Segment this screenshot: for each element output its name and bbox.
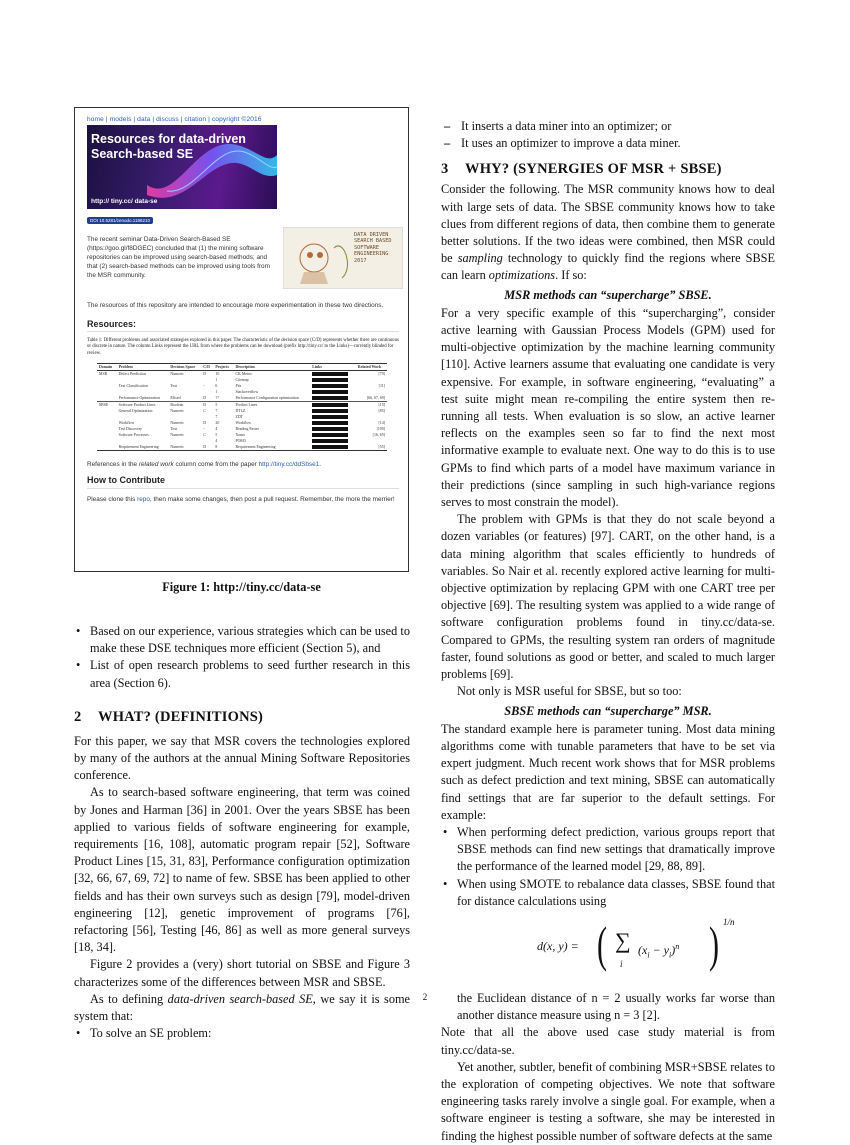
seminar-text: The recent seminar Data-Driven Search-Based SE (https://goo.gl/f8DGEC) concluded that (1) the mining software repositories can be improved using search-based methods; and that (2) search-based methods can be improved using tools from the MSR community. [87, 236, 270, 279]
paragraph: The problem with GPMs is that they do not scale beyond a dozen variables (or features) [97]. CART, on the other hand, is a data mining algorithm that scales efficiently to hundreds of variables. So Nair et al. recently explored active learning for multi-objective optimization by replacing GPM with one CART tree per objective [69]. The resulting system was applied to a wide range of software configuration problems found in tiny.cc/data-se. Compared to GPMs, the resulting system ran orders of magnitude faster, found solutions as good or better, and scaled to much larger problems [69]. [441, 512, 775, 682]
list-item: • When performing defect prediction, various groups report that SBSE methods can find new settings that dramatically improve the performance of the learned model [29, 88, 89]. [441, 824, 775, 876]
sub-i: i [647, 950, 650, 960]
projects-cell: 6 [215, 383, 218, 388]
problem-cell: Text Classification [118, 383, 148, 388]
section-3-heading [441, 159, 775, 179]
description-cell: ZDT [235, 414, 244, 419]
figure-nav-links: home | models | data | discuss | citation | copyright ©2016 [87, 116, 262, 123]
text-span: . If so: [555, 268, 587, 283]
encourage-text: The resources of this repository are intended to encourage more experimentation in these two directions. [87, 302, 384, 309]
nav-link: home [87, 116, 104, 123]
paragraph: Yet another, subtler, benefit of combining MSR+SBSE relates to the exploration of competing objectives. We note that software engineering tasks rarely involve a single goal. For example, when a software engineer is testing a software, she may be interested in finding the highest possible number of software defects at the same [441, 1059, 775, 1143]
description-cell: Performance Configuration optimization [235, 395, 299, 400]
redacted-link-bar [312, 403, 348, 408]
paragraph: Not only is MSR useful for SBSE, but so too: [457, 684, 682, 699]
col-header: Problem [117, 363, 169, 370]
refs-link[interactable]: http://tiny.cc/ddSbse1 [258, 461, 320, 469]
domain-cell: MSR [97, 370, 117, 377]
text-span: When using SMOTE to rebalance data classes, SBSE found that for distance calculations using [457, 876, 775, 908]
list-item: – It uses an optimizer to improve a data miner. [441, 135, 775, 152]
references-note: References in the related work column come from the paper http://tiny.cc/ddSbse1. [87, 461, 322, 469]
list-item: • List of open research problems to seed further research in this area (Section 6). [74, 657, 410, 691]
banner-url: http:// tiny.cc/ data-se [91, 198, 158, 205]
term-close: ) [671, 942, 676, 957]
refs-middle: column come from the paper [175, 461, 257, 469]
formula-exponent: 1/n [723, 916, 735, 927]
redacted-link-bar [312, 421, 348, 426]
paragraph: For a very specific example of this “supercharging”, consider active learning with Gaussian Process Models (GPM) used for multi-objective optimization by the machine learning community [110]. Active learners assume that evaluating one candidate is very expensive. For example, in software engineering, “evaluating” a test suite might mean re-compiling the entire system then re-running all tests. When evaluation is so slow, an active learner reflects on the examples seen so far to find the next most informative example to evaluate next. One way to do this is to use GPMs to find which parts of a model have maximum variance in their predictions (since sampling in such high-variance regions serves to most constrain the model). [441, 305, 775, 510]
nav-link: data [137, 116, 151, 123]
figure-1 [74, 107, 409, 572]
description-cell: CK Metric [233, 370, 310, 377]
system-bullets [74, 1025, 410, 1042]
table-row [97, 432, 387, 438]
space-cell: Text [170, 426, 178, 431]
redacted-link-bar [312, 372, 348, 377]
text-span: the Euclidean distance of n = 2 usually works far worse than another distance measure using n = 3 [2]. [457, 990, 775, 1023]
col-header: Projects [213, 363, 233, 370]
repo-link[interactable]: repo [137, 496, 150, 504]
paragraph [441, 181, 775, 284]
list-item: • To solve an SE problem: [74, 1025, 410, 1042]
cd-cell: - [203, 426, 205, 431]
section-title: WHAT? (DEFINITIONS) [98, 708, 264, 725]
nav-link: models [109, 116, 132, 123]
page-number: 2 [422, 992, 428, 1002]
figure-caption: Figure 1: http://tiny.cc/data-se [162, 580, 321, 594]
subheading: MSR methods can “supercharge” SBSE. [504, 287, 712, 302]
intro-bullets [74, 623, 410, 692]
related-work-cell: [79] [356, 370, 387, 377]
related-work-cell: [55] [356, 444, 387, 451]
space-cell: Numeric [168, 444, 201, 451]
distance-formula [457, 916, 775, 982]
problem-cell: Workflow [118, 420, 135, 425]
problem-cell: General Optimization [118, 408, 153, 413]
description-cell: Reading Faster [235, 426, 259, 431]
seminar-image-text: DATA DRIVEN SEARCH BASED SOFTWARE ENGINEERING 2017 [354, 232, 392, 264]
space-cell: Numeric [170, 408, 185, 413]
doi-badge: DOI 10.5281/zenodo.1186210 [87, 217, 153, 224]
cd-cell: C [203, 408, 206, 413]
term-x: (x [638, 942, 648, 957]
table-row [97, 370, 387, 377]
problem-cell: Requirement Engineering [117, 444, 169, 451]
list-item: • Based on our experience, various strategies which can be used to make these DSE techniques more efficient (Section 5), and [74, 623, 410, 657]
cd-cell: C [203, 432, 206, 437]
right-column [441, 118, 775, 1145]
space-cell: Mixed [170, 395, 181, 400]
description-cell: Citemap [235, 377, 249, 382]
description-cell: Stackoverflow [235, 389, 259, 394]
italic-span: sampling [457, 251, 503, 266]
projects-cell: 20 [215, 420, 220, 425]
cd-cell: - [203, 383, 205, 388]
projects-cell: 5 [215, 432, 218, 437]
problem-cell: Performance Optimization [118, 395, 160, 400]
text-span: Consider the following. The MSR community knows how to deal with large sets of data. The SBSE community knows how to take clues from different regions of data, then combine them to generate better solutions. If the two ideas were combined, then MSR could be [441, 182, 775, 266]
redacted-link-bar [312, 378, 348, 383]
sub-i2: i [669, 950, 672, 960]
banner-title-line2: Search-based SE [91, 147, 194, 161]
nav-link: copyright ©2016 [211, 116, 262, 123]
redacted-link-bar [312, 439, 348, 444]
table-row [97, 408, 387, 414]
description-cell: Product Lines [233, 401, 310, 408]
cd-cell: D [201, 444, 213, 451]
cd-cell: D [201, 401, 213, 408]
redacted-link-bar [312, 384, 348, 389]
related-work-cell: [16, 65] [372, 432, 385, 437]
description-cell: Requirement Engineering [233, 444, 310, 451]
cd-cell: D [203, 420, 207, 425]
figure-banner [87, 125, 277, 209]
table-row [97, 426, 387, 432]
related-work-cell: [100] [376, 426, 385, 431]
col-header: Related Work [356, 363, 387, 370]
dash-list [441, 118, 775, 152]
links-cell [310, 444, 356, 451]
refs-prefix: References in the [87, 461, 138, 469]
sum-subscript: i [620, 958, 623, 969]
nav-link: citation [184, 116, 207, 123]
text-span: As to defining [90, 991, 164, 1006]
projects-cell: 7 [215, 414, 218, 419]
paragraph: The standard example here is parameter tuning. Most data mining algorithms come with tunable parameters that have to be set via expert judgment. Much recent work shows that for MSR problems such as defect prediction and text mining, SBSE can automatically find settings that are far superior to the default settings. For example: [441, 721, 775, 822]
table-body [97, 370, 387, 450]
left-column [74, 623, 410, 1042]
banner-title-line1: Resources for data-driven [91, 132, 246, 146]
cd-cell: D [201, 370, 213, 377]
space-cell: Text [170, 383, 178, 388]
projects-cell: 4 [215, 438, 218, 443]
italic-span: data-driven search-based SE [167, 991, 313, 1006]
sum-glyph: ∑ [615, 927, 631, 953]
redacted-link-bar [312, 396, 348, 401]
contribute-heading: How to Contribute [87, 475, 399, 489]
formula-lhs: d(x, y) = [537, 938, 579, 953]
paragraph: As to search-based software engineering, that term was coined by Jones and Harman [36] in 2001. Over the years SBSE has been applied to various fields of software engineering for example, requirements [16, 108], automatic program repair [52], Software Product Lines [15, 31, 83], Performance configuration optimization [32, 66, 67, 69, 72] to name of few. SBSE has been applied to other fields and has their own surveys such as design [79], model-driven engineering [12], genetic improvement of programs [76], refactoring [56], Testing [46, 86] as well as more general surveys [18, 34]. [74, 785, 410, 955]
redacted-link-bar [312, 390, 348, 395]
redacted-link-bar [312, 445, 348, 450]
problem-cell: Software Product Lines [117, 401, 169, 408]
term-y: − y [652, 942, 669, 957]
paragraph: Note that all the above used case study material is from tiny.cc/data-se. [441, 1025, 775, 1057]
section-2-heading [74, 707, 410, 727]
text-span: technology to quickly find the regions where SBSE can learn [441, 251, 776, 283]
space-cell: Numeric [168, 370, 201, 377]
resources-heading: Resources: [87, 319, 399, 332]
col-header: Domain [97, 363, 117, 370]
col-header: C/D [201, 363, 213, 370]
table-row [97, 444, 387, 451]
projects-cell: 1 [215, 377, 218, 382]
projects-cell: 4 [215, 426, 218, 431]
description-cell: DTLZ [235, 408, 246, 413]
table-caption: Table 1: Different problems and associated strategies explored in this paper. The characteristic of the decision space (C/D) represents whether there are continuous or discrete in nature. The column Links represent the URL from where the problems can be download (prefix http://tiny.cc/ to the Links)—currently blinded for review. [87, 338, 399, 356]
seminar-block [87, 232, 399, 295]
contrib-suffix: , then make some changes, then post a pull request. Remember, the more the merrier! [149, 496, 395, 504]
nav-link: discuss [156, 116, 179, 123]
domain-cell: SBSE [97, 401, 117, 408]
projects-cell: 7 [215, 408, 218, 413]
section-title: WHY? (SYNERGIES OF MSR + SBSE) [465, 161, 722, 178]
subheading: SBSE methods can “supercharge” MSR. [504, 703, 712, 718]
contribute-text [87, 495, 399, 504]
problem-cell: Software Processes [118, 432, 149, 437]
description-cell: POM3 [235, 438, 246, 443]
projects-cell: 5 [213, 401, 233, 408]
description-cell: Xomo [235, 432, 246, 437]
domain-cell [97, 444, 117, 451]
cd-cell: D [203, 395, 207, 400]
related-work-cell: [14] [378, 420, 385, 425]
paragraph: For this paper, we say that MSR covers the technologies explored by many of the authors at the annual Mining Software Repositories conference. [74, 733, 410, 783]
right-paren-glyph: ) [709, 915, 719, 972]
col-header: Decision Space [168, 363, 201, 370]
related-work-cell: [15] [356, 401, 387, 408]
redacted-link-bar [312, 427, 348, 432]
redacted-link-bar [312, 415, 348, 420]
space-cell: Numeric [170, 432, 185, 437]
related-work-cell: [11] [378, 383, 385, 388]
projects-cell: ?? [215, 395, 219, 400]
problem-cell: Defect Prediction [117, 370, 169, 377]
seminar-cartoon-image [283, 227, 403, 289]
power-n: n [675, 941, 680, 951]
projects-cell: 8 [213, 444, 233, 451]
related-work-cell: [85] [378, 408, 385, 413]
space-cell: Numeric [170, 420, 185, 425]
formula-term [638, 938, 679, 964]
text-span: , we say it is some system that: [74, 991, 411, 1024]
problem-cell: Test Discovery [118, 426, 142, 431]
description-cell: Pits [235, 383, 242, 388]
section-number: 3 [441, 161, 449, 178]
redacted-link-bar [312, 409, 348, 414]
section-number: 2 [74, 708, 82, 725]
space-cell: Boolean [168, 401, 201, 408]
col-header: Links [310, 363, 356, 370]
contrib-prefix: Please clone this [87, 496, 136, 504]
projects-cell: 10 [213, 370, 233, 377]
projects-cell: 1 [215, 389, 218, 394]
italic-span: optimizations [488, 268, 556, 283]
list-item [441, 876, 775, 1025]
col-header: Description [233, 363, 310, 370]
left-paren-glyph: ( [597, 915, 607, 972]
paragraph: Figure 2 provides a (very) short tutorial on SBSE and Figure 3 characterizes some of the differences between MSR and SBSE. [74, 957, 410, 989]
refs-italic: related work [138, 461, 174, 469]
strategies-table [97, 363, 387, 451]
redacted-link-bar [312, 433, 348, 438]
description-cell: Workflow [235, 420, 252, 425]
related-work-cell: [66, 67, 69] [366, 395, 385, 400]
table-row [97, 401, 387, 408]
list-item: – It inserts a data miner into an optimizer; or [441, 118, 775, 135]
